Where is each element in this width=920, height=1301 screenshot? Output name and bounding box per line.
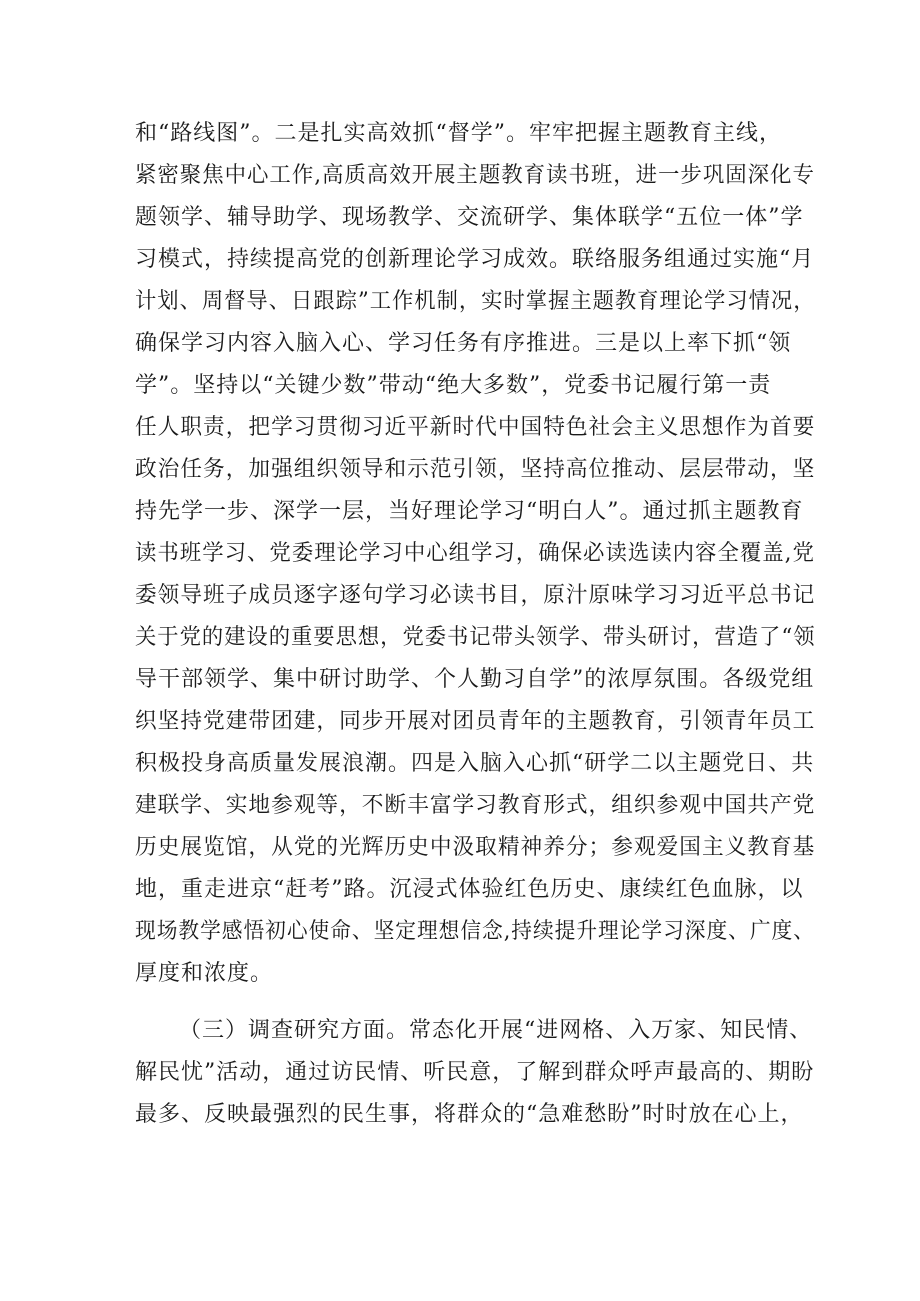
text-line: 任人职责，把学习贯彻习近平新时代中国特色社会主义思想作为首要 [135,415,816,440]
text-line: 学”。坚持以“关键少数”带动“绝大多数”，党委书记履行第一责 [135,373,772,398]
text-line: 紧密聚焦中心工作,高质高效开展主题教育读书班，进一步巩固深化专 [135,163,815,188]
text-line: 织坚持党建带团建，同步开展对团员青年的主题教育，引领青年员工 [135,709,816,734]
text-line: 地，重走进京“赶考”路。沉浸式体验红色历史、康续红色血脉，以 [135,877,804,902]
text-line: 习模式，持续提高党的创新理论学习成效。联络服务组通过实施“月 [135,247,815,272]
text-line: 委领导班子成员逐字逐句学习必读书目，原汁原味学习习近平总书记 [135,583,816,608]
text-line: 关于党的建设的重要思想，党委书记带头领学、带头研讨，营造了“领 [135,625,816,650]
text-line: 政治任务，加强组织领导和示范引领，坚持高位推动、层层带动，坚 [135,457,816,482]
paragraph-research [135,1010,815,1136]
text-line: 解民忧”活动，通过访民情、听民意，了解到群众呼声最高的、期盼 [135,1060,815,1085]
text-line: （三）调查研究方面。常态化开展“进网格、入万家、知民情、 [179,1018,813,1043]
text-line: 计划、周督导、日跟踪”工作机制，实时掌握主题教育理论学习情况， [135,289,816,314]
text-line: 历史展览馆，从党的光辉历史中汲取精神养分；参观爱国主义教育基 [135,835,816,860]
text-line: 现场教学感悟初心使命、坚定理想信念,持续提升理论学习深度、广度、 [135,919,815,944]
text-line: 题领学、辅导助学、现场教学、交流研学、集体联学“五位一体”学 [135,205,804,230]
text-line: 读书班学习、党委理论学习中心组学习，确保必读选读内容全覆盖,党 [135,541,815,566]
paragraph-study [135,113,815,995]
text-line: 导干部领学、集中研讨助学、个人勤习自学”的浓厚氛围。各级党组 [135,667,815,692]
text-line: 最多、反映最强烈的民生事，将群众的“急难愁盼”时时放在心上， [135,1102,804,1127]
text-line: 积极投身高质量发展浪潮。四是入脑入心抓“研学二以主题党日、共 [135,751,815,776]
text-line: 确保学习内容入脑入心、学习任务有序推进。三是以上率下抓“领 [135,331,792,356]
text-line: 建联学、实地参观等，不断丰富学习教育形式，组织参观中国共产党 [135,793,816,818]
text-line: 持先学一步、深学一层，当好理论学习“明白人”。通过抓主题教育 [135,499,804,524]
text-line: 和“路线图”。二是扎实高效抓“督学”。牢牢把握主题教育主线， [135,121,782,146]
text-line: 厚度和浓度。 [135,961,274,986]
